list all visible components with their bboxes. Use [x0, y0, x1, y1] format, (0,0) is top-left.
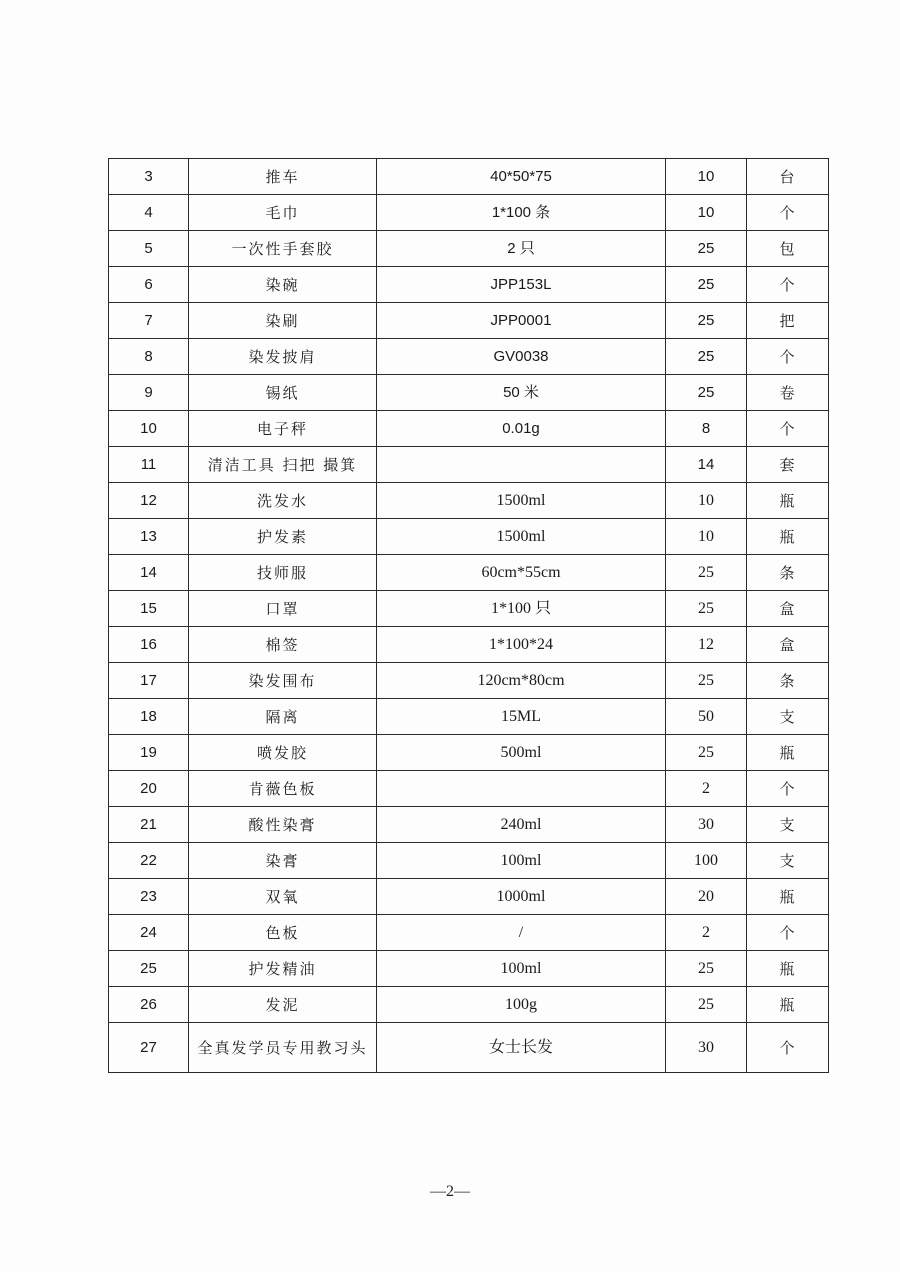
row-number-cell: 17	[109, 663, 189, 699]
row-number-cell: 10	[109, 411, 189, 447]
item-unit-cell: 卷	[747, 375, 829, 411]
row-number-cell: 6	[109, 267, 189, 303]
item-unit-cell: 个	[747, 411, 829, 447]
item-unit-cell: 盒	[747, 591, 829, 627]
item-name-cell: 染碗	[189, 267, 377, 303]
item-unit-cell: 条	[747, 663, 829, 699]
row-number-cell: 11	[109, 447, 189, 483]
item-spec-cell: 120cm*80cm	[377, 663, 666, 699]
item-name-cell: 染发披肩	[189, 339, 377, 375]
row-number-cell: 7	[109, 303, 189, 339]
item-name-cell: 肯薇色板	[189, 771, 377, 807]
table-row	[109, 879, 829, 915]
item-quantity-cell: 50	[666, 699, 747, 735]
table-row	[109, 843, 829, 879]
item-unit-cell: 盒	[747, 627, 829, 663]
row-number-cell: 12	[109, 483, 189, 519]
table-row	[109, 663, 829, 699]
item-name-cell: 洗发水	[189, 483, 377, 519]
item-unit-cell: 套	[747, 447, 829, 483]
item-spec-cell: 0.01g	[377, 411, 666, 447]
item-spec-cell: 1*100*24	[377, 627, 666, 663]
item-unit-cell: 条	[747, 555, 829, 591]
item-unit-cell: 个	[747, 915, 829, 951]
item-name-cell: 口罩	[189, 591, 377, 627]
row-number-cell: 25	[109, 951, 189, 987]
item-unit-cell: 个	[747, 1023, 829, 1073]
item-spec-cell: 女士长发	[377, 1023, 666, 1073]
item-quantity-cell: 10	[666, 519, 747, 555]
item-name-cell: 酸性染膏	[189, 807, 377, 843]
item-quantity-cell: 30	[666, 807, 747, 843]
item-spec-cell: /	[377, 915, 666, 951]
item-name-cell: 毛巾	[189, 195, 377, 231]
item-name-cell: 隔离	[189, 699, 377, 735]
row-number-cell: 26	[109, 987, 189, 1023]
item-unit-cell: 支	[747, 699, 829, 735]
table-row	[109, 447, 829, 483]
item-name-cell: 清洁工具 扫把 撮箕	[189, 447, 377, 483]
table-row	[109, 375, 829, 411]
item-spec-cell: JPP0001	[377, 303, 666, 339]
item-name-cell: 电子秤	[189, 411, 377, 447]
item-spec-cell: 1*100 条	[377, 195, 666, 231]
item-unit-cell: 个	[747, 267, 829, 303]
table-row	[109, 231, 829, 267]
item-spec-cell: 60cm*55cm	[377, 555, 666, 591]
item-quantity-cell: 10	[666, 159, 747, 195]
row-number-cell: 22	[109, 843, 189, 879]
item-quantity-cell: 25	[666, 267, 747, 303]
item-spec-cell: 15ML	[377, 699, 666, 735]
item-spec-cell: JPP153L	[377, 267, 666, 303]
item-name-cell: 一次性手套胶	[189, 231, 377, 267]
row-number-cell: 27	[109, 1023, 189, 1073]
item-quantity-cell: 10	[666, 483, 747, 519]
row-number-cell: 8	[109, 339, 189, 375]
table-row	[109, 303, 829, 339]
item-name-cell: 推车	[189, 159, 377, 195]
table-row	[109, 555, 829, 591]
item-unit-cell: 把	[747, 303, 829, 339]
item-quantity-cell: 25	[666, 375, 747, 411]
table-row	[109, 807, 829, 843]
item-name-cell: 染刷	[189, 303, 377, 339]
item-spec-cell	[377, 771, 666, 807]
table-row	[109, 339, 829, 375]
row-number-cell: 15	[109, 591, 189, 627]
item-spec-cell: GV0038	[377, 339, 666, 375]
item-spec-cell: 40*50*75	[377, 159, 666, 195]
item-unit-cell: 支	[747, 843, 829, 879]
table-row	[109, 735, 829, 771]
item-name-cell: 染膏	[189, 843, 377, 879]
item-unit-cell: 瓶	[747, 735, 829, 771]
item-quantity-cell: 25	[666, 339, 747, 375]
item-spec-cell: 1500ml	[377, 483, 666, 519]
item-unit-cell: 个	[747, 195, 829, 231]
table-row	[109, 987, 829, 1023]
item-spec-cell: 1*100 只	[377, 591, 666, 627]
row-number-cell: 24	[109, 915, 189, 951]
item-name-cell: 护发精油	[189, 951, 377, 987]
table-row	[109, 1023, 829, 1073]
item-quantity-cell: 2	[666, 915, 747, 951]
item-name-cell: 棉签	[189, 627, 377, 663]
table-row	[109, 627, 829, 663]
item-spec-cell: 2 只	[377, 231, 666, 267]
item-quantity-cell: 25	[666, 951, 747, 987]
item-quantity-cell: 25	[666, 987, 747, 1023]
item-name-cell: 染发围布	[189, 663, 377, 699]
row-number-cell: 21	[109, 807, 189, 843]
item-quantity-cell: 30	[666, 1023, 747, 1073]
item-unit-cell: 瓶	[747, 483, 829, 519]
item-quantity-cell: 100	[666, 843, 747, 879]
item-quantity-cell: 25	[666, 555, 747, 591]
item-quantity-cell: 25	[666, 663, 747, 699]
item-name-cell: 护发素	[189, 519, 377, 555]
table-row	[109, 195, 829, 231]
row-number-cell: 3	[109, 159, 189, 195]
row-number-cell: 9	[109, 375, 189, 411]
item-unit-cell: 个	[747, 339, 829, 375]
item-name-cell: 全真发学员专用教习头	[189, 1023, 377, 1073]
item-quantity-cell: 25	[666, 591, 747, 627]
item-quantity-cell: 12	[666, 627, 747, 663]
row-number-cell: 23	[109, 879, 189, 915]
item-spec-cell: 1000ml	[377, 879, 666, 915]
item-spec-cell: 100ml	[377, 843, 666, 879]
item-name-cell: 发泥	[189, 987, 377, 1023]
item-spec-cell: 100ml	[377, 951, 666, 987]
item-unit-cell: 支	[747, 807, 829, 843]
item-spec-cell	[377, 447, 666, 483]
item-unit-cell: 台	[747, 159, 829, 195]
item-spec-cell: 100g	[377, 987, 666, 1023]
item-spec-cell: 240ml	[377, 807, 666, 843]
item-quantity-cell: 25	[666, 303, 747, 339]
row-number-cell: 14	[109, 555, 189, 591]
table-row	[109, 951, 829, 987]
table-row	[109, 159, 829, 195]
item-name-cell: 喷发胶	[189, 735, 377, 771]
item-unit-cell: 瓶	[747, 951, 829, 987]
item-quantity-cell: 14	[666, 447, 747, 483]
item-unit-cell: 瓶	[747, 879, 829, 915]
item-name-cell: 色板	[189, 915, 377, 951]
item-unit-cell: 个	[747, 771, 829, 807]
item-quantity-cell: 25	[666, 735, 747, 771]
item-quantity-cell: 20	[666, 879, 747, 915]
item-spec-cell: 500ml	[377, 735, 666, 771]
row-number-cell: 13	[109, 519, 189, 555]
table-row	[109, 915, 829, 951]
item-name-cell: 锡纸	[189, 375, 377, 411]
item-quantity-cell: 2	[666, 771, 747, 807]
row-number-cell: 5	[109, 231, 189, 267]
table-row	[109, 771, 829, 807]
row-number-cell: 20	[109, 771, 189, 807]
row-number-cell: 4	[109, 195, 189, 231]
item-spec-cell: 50 米	[377, 375, 666, 411]
item-quantity-cell: 8	[666, 411, 747, 447]
item-quantity-cell: 10	[666, 195, 747, 231]
item-unit-cell: 包	[747, 231, 829, 267]
item-name-cell: 技师服	[189, 555, 377, 591]
item-quantity-cell: 25	[666, 231, 747, 267]
item-spec-cell: 1500ml	[377, 519, 666, 555]
item-unit-cell: 瓶	[747, 519, 829, 555]
table-row	[109, 519, 829, 555]
table-row	[109, 483, 829, 519]
row-number-cell: 18	[109, 699, 189, 735]
table-row	[109, 699, 829, 735]
item-name-cell: 双氧	[189, 879, 377, 915]
row-number-cell: 19	[109, 735, 189, 771]
table-row	[109, 267, 829, 303]
supply-table	[108, 158, 829, 1073]
row-number-cell: 16	[109, 627, 189, 663]
supply-table-body	[109, 159, 829, 1073]
table-row	[109, 591, 829, 627]
item-unit-cell: 瓶	[747, 987, 829, 1023]
table-row	[109, 411, 829, 447]
page-number: —2—	[430, 1183, 470, 1200]
